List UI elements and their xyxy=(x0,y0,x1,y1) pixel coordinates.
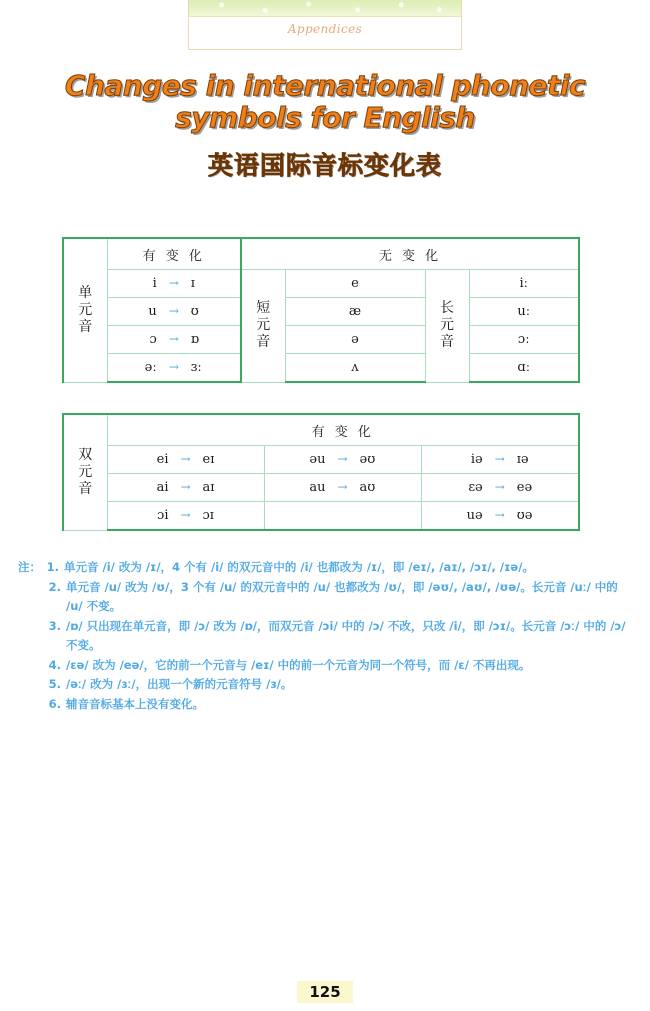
long-vowel-2: uː xyxy=(469,298,579,326)
note-text: /ɛə/ 改为 /eə/，它的前一个元音与 /eɪ/ 中的前一个元音为同一个符号，而 /ɛ/ 不再出现。 xyxy=(66,657,531,672)
banner-label: Appendices xyxy=(287,22,363,36)
pair-to: əʊ xyxy=(359,452,376,467)
diphthong-pair-1-2 xyxy=(264,446,421,474)
diphthong-pair-3-2 xyxy=(264,502,421,531)
pair-to: ɪə xyxy=(516,452,529,467)
diphthong-pair-1-3 xyxy=(421,446,579,474)
note-item xyxy=(18,578,636,617)
table-row xyxy=(63,270,579,298)
page-title-english-line2: symbols for English xyxy=(175,101,475,134)
banner-decorative-image xyxy=(189,0,461,17)
row-label-diphthong xyxy=(63,414,107,530)
note-item xyxy=(18,617,636,656)
table-row xyxy=(63,238,579,270)
diphthong-pair-2-3 xyxy=(421,474,579,502)
pair-from: i xyxy=(152,276,157,291)
pair-to: ʊə xyxy=(516,508,533,523)
long-vowel-1: iː xyxy=(469,270,579,298)
pair-from: uə xyxy=(466,508,483,523)
pair-to: ɜː xyxy=(190,360,202,375)
pair-to: ɒ xyxy=(190,332,200,347)
header-changed: 有 变 化 xyxy=(107,238,241,270)
arrow-icon: → xyxy=(168,304,179,318)
note-number: 1. xyxy=(46,560,59,574)
note-number: 6. xyxy=(48,696,61,711)
note-number: 3. xyxy=(48,618,61,633)
changed-pair-1 xyxy=(107,270,241,298)
arrow-icon: → xyxy=(168,276,179,290)
pair-to: aɪ xyxy=(202,480,215,495)
table-row xyxy=(63,446,579,474)
arrow-icon: → xyxy=(337,480,348,494)
pair-to: ɔɪ xyxy=(202,508,214,523)
table-row xyxy=(63,502,579,531)
note-number: 5. xyxy=(48,677,61,691)
short-vowel-2: æ xyxy=(285,298,425,326)
notes-lead-label: 注： xyxy=(18,560,41,574)
arrow-icon: → xyxy=(494,452,505,466)
page-number: 125 xyxy=(297,981,353,1003)
diphthong-pair-1-1 xyxy=(107,446,264,474)
diphthong-pair-3-3 xyxy=(421,502,579,531)
long-vowel-4: ɑː xyxy=(469,354,579,383)
pair-from: ei xyxy=(156,452,169,467)
page-title-chinese: 英语国际音标变化表 xyxy=(207,151,442,180)
header-changed-diphthong: 有 变 化 xyxy=(107,414,579,446)
group-label-long-vowel-text: 长 元 音 xyxy=(440,300,454,351)
note-item xyxy=(18,675,636,695)
table-row xyxy=(63,474,579,502)
table-row xyxy=(63,326,579,354)
monophthong-table xyxy=(62,237,580,383)
note-text: /ɒ/ 只出现在单元音，即 /ɔ/ 改为 /ɒ/，而双元音 /ɔi/ 中的 /ɔ/ 不改，只改 /i/，即 /ɔɪ/。长元音 /ɔː/ 中的 /ɔ/ 不变。 xyxy=(66,618,626,652)
diphthong-table xyxy=(62,413,580,531)
note-number: 4. xyxy=(48,657,61,672)
arrow-icon: → xyxy=(180,480,191,494)
pair-from: iə xyxy=(470,452,483,467)
pair-to: eɪ xyxy=(202,452,215,467)
table-row xyxy=(63,298,579,326)
arrow-icon: → xyxy=(494,480,505,494)
note-text: 单元音 /u/ 改为 /ʊ/，3 个有 /u/ 的双元音中的 /u/ 也都改为 /ʊ/，即 /əʊ/, /aʊ/, /ʊə/。长元音 /uː/ 中的 /u/ 不变。 xyxy=(66,579,618,613)
short-vowel-4: ʌ xyxy=(285,354,425,383)
group-label-short-vowel-text: 短 元 音 xyxy=(256,300,271,351)
pair-from: u xyxy=(148,304,157,319)
note-text: 辅音音标基本上没有变化。 xyxy=(66,696,204,711)
note-text: /əː/ 改为 /ɜː/，出现一个新的元音符号 /ɜ/。 xyxy=(66,677,293,691)
page-title-english-line1: Changes in international phonetic xyxy=(64,69,586,102)
arrow-icon: → xyxy=(168,360,179,374)
arrow-icon: → xyxy=(494,508,505,522)
pair-to: ɪ xyxy=(190,276,195,291)
appendices-banner xyxy=(188,0,462,50)
header-unchanged: 无 变 化 xyxy=(241,238,579,270)
long-vowel-3: ɔː xyxy=(469,326,579,354)
group-label-long-vowel xyxy=(425,270,469,383)
changed-pair-3 xyxy=(107,326,241,354)
arrow-icon: → xyxy=(180,452,191,466)
pair-from: ɛə xyxy=(468,480,483,495)
pair-from: ɔ xyxy=(149,332,157,347)
short-vowel-3: ə xyxy=(285,326,425,354)
table-row xyxy=(63,354,579,383)
table-row xyxy=(63,414,579,446)
short-vowel-1: e xyxy=(285,270,425,298)
pair-from: əu xyxy=(309,452,326,467)
changed-pair-4 xyxy=(107,354,241,383)
arrow-icon: → xyxy=(337,452,348,466)
changed-pair-2 xyxy=(107,298,241,326)
row-label-monophthong-text: 单 元 音 xyxy=(78,284,93,335)
note-item xyxy=(18,558,636,578)
note-number: 2. xyxy=(48,579,61,594)
diphthong-pair-2-1 xyxy=(107,474,264,502)
arrow-icon: → xyxy=(180,508,191,522)
group-label-short-vowel xyxy=(241,270,285,383)
page-title-english xyxy=(0,70,650,134)
notes-section xyxy=(18,558,636,714)
row-label-monophthong xyxy=(63,238,107,382)
pair-to: ʊ xyxy=(190,304,199,319)
pair-from: ɔi xyxy=(157,508,169,523)
pair-to: eə xyxy=(516,480,533,495)
pair-to: aʊ xyxy=(359,480,376,495)
row-label-diphthong-text: 双 元 音 xyxy=(78,446,93,497)
note-item xyxy=(18,656,636,676)
diphthong-pair-3-1 xyxy=(107,502,264,531)
note-text: 单元音 /i/ 改为 /ɪ/，4 个有 /i/ 的双元音中的 /i/ 也都改为 /ɪ/，即 /eɪ/, /aɪ/, /ɔɪ/, /ɪə/。 xyxy=(64,560,534,574)
arrow-icon: → xyxy=(168,332,179,346)
pair-from: au xyxy=(309,480,326,495)
pair-from: əː xyxy=(144,360,157,375)
pair-from: ai xyxy=(156,480,169,495)
diphthong-pair-2-2 xyxy=(264,474,421,502)
note-item xyxy=(18,695,636,715)
